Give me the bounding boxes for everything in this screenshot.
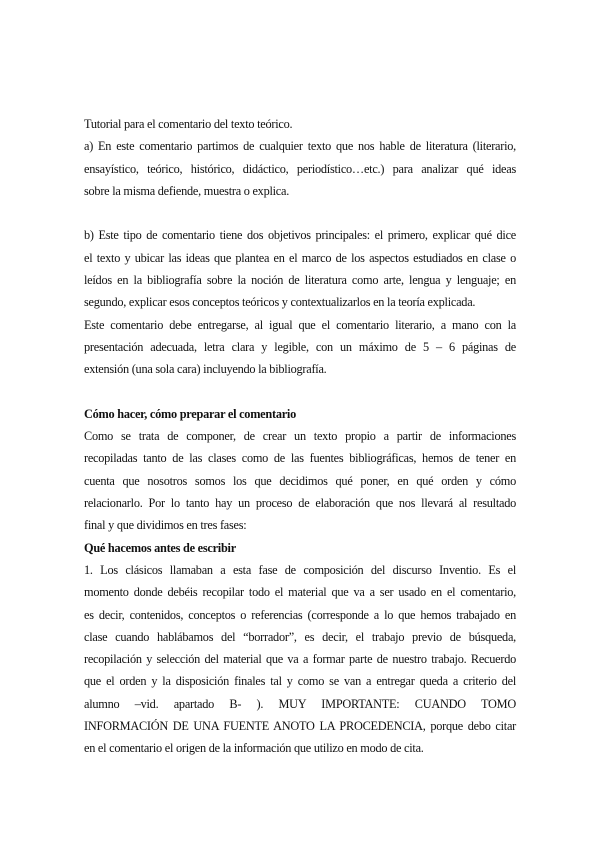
paragraph-e xyxy=(84,559,516,760)
blank-line xyxy=(84,202,516,224)
text-line: Este comentario debe entregarse, al igual que el comentario literario, a mano con la xyxy=(84,317,516,332)
blank-line xyxy=(84,381,516,403)
text-line: presentación adecuada, letra clara y legible, con un máximo de 5 – 6 páginas de xyxy=(84,339,516,354)
paragraph-a xyxy=(84,135,516,202)
section-heading: Cómo hacer, cómo preparar el comentario xyxy=(84,406,296,421)
text-line: segundo, explicar esos conceptos teóricos y contextualizarlos en la teoría explicada. xyxy=(84,295,476,310)
text-line: momento donde debéis recopilar todo el material que va a ser usado en el comentario, xyxy=(84,585,516,600)
text-line: ensayístico, teórico, histórico, didáctico, periodístico…etc.) para analizar qué ideas xyxy=(84,161,516,176)
paragraph-c xyxy=(84,314,516,381)
text-line: recopilación y selección del material que va a formar parte de nuestro trabajo. Recuerdo xyxy=(84,652,516,667)
text-line: extensión (una sola cara) incluyendo la bibliografía. xyxy=(84,362,327,377)
text-line: b) Este tipo de comentario tiene dos objetivos principales: el primero, explicar qué dice xyxy=(84,228,516,243)
text-line: recopiladas tanto de las clases como de las fuentes bibliográficas, hemos de tener en xyxy=(84,451,516,466)
text-line: sobre la misma defiende, muestra o explica. xyxy=(84,183,290,198)
text-line: a) En este comentario partimos de cualquier texto que nos hable de literatura (literario, xyxy=(84,139,516,154)
text-line: Como se trata de componer, de crear un texto propio a partir de informaciones xyxy=(84,429,516,444)
text-line: que el orden y la disposición finales tal y como se van a entregar queda a criterio del xyxy=(84,674,516,689)
document-page xyxy=(84,113,516,760)
text-line: leídos en la bibliografía sobre la noción de literatura como arte, lengua y lenguaje; en xyxy=(84,273,516,288)
paragraph-b xyxy=(84,224,516,313)
text-line: es decir, contenidos, conceptos o referencias (corresponde a lo que hemos trabajado en xyxy=(84,607,516,622)
document-title: Tutorial para el comentario del texto teórico. xyxy=(84,117,293,131)
text-line: INFORMACIÓN DE UNA FUENTE ANOTO LA PROCEDENCIA, porque debo citar xyxy=(84,719,516,734)
text-line: 1. Los clásicos llamaban a esta fase de composición del discurso Inventio. Es el xyxy=(84,562,516,577)
section-heading: Qué hacemos antes de escribir xyxy=(84,540,236,555)
text-line: en el comentario el origen de la información que utilizo en modo de cita. xyxy=(84,741,424,756)
text-line: cuenta que nosotros somos los que decidimos qué poner, en qué orden y cómo xyxy=(84,473,516,488)
paragraph-d xyxy=(84,425,516,536)
text-line: el texto y ubicar las ideas que plantea en el marco de los aspectos estudiados en clase o xyxy=(84,250,516,265)
text-line: alumno –vid. apartado B- ). MUY IMPORTANTE: CUANDO TOMO xyxy=(84,696,516,711)
text-line: clase cuando hablábamos del “borrador”, es decir, el trabajo previo de búsqueda, xyxy=(84,629,516,644)
text-line: final y que dividimos en tres fases: xyxy=(84,518,247,533)
text-line: relacionarlo. Por lo tanto hay un proceso de elaboración que nos llevará al resultado xyxy=(84,496,516,511)
